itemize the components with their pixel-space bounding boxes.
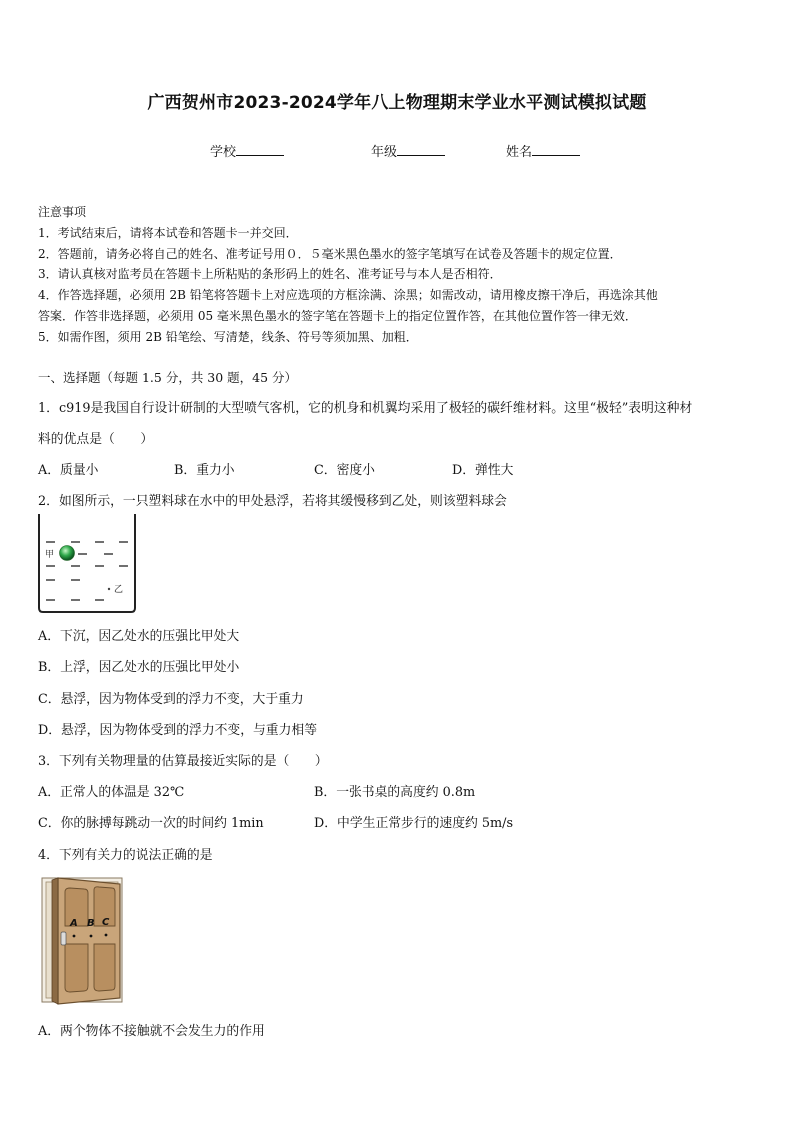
water-container-figure (36, 512, 140, 616)
q2-option-b: B．上浮，因乙处水的压强比甲处小 (38, 660, 240, 675)
q3-option-d: D．中学生正常步行的速度约 5m/s (314, 816, 514, 831)
q1-option-a: A．质量小 (38, 463, 99, 478)
plastic-ball (60, 546, 75, 561)
q3-option-a: A．正常人的体温是 32℃ (38, 785, 185, 800)
notice-item: 4．作答选择题，必须用 2B 铅笔将答题卡上对应选项的方框涂满、涂黑；如需改动，请用橡皮擦干净后，再选涂其他 (38, 288, 658, 302)
q1-option-b: B．重力小 (174, 463, 235, 478)
school-label: 学校 (210, 145, 237, 160)
grade-label: 年级 (371, 145, 398, 160)
notice-item: 1．考试结束后，请将本试卷和答题卡一并交回． (38, 226, 298, 240)
notice-item: 3．请认真核对监考员在答题卡上所粘贴的条形码上的姓名、准考证号与本人是否相符． (38, 267, 502, 281)
q3-option-b: B．一张书桌的高度约 0.8m (314, 785, 476, 800)
school-field (210, 141, 284, 160)
q4-option-a: A．两个物体不接触就不会发生力的作用 (38, 1024, 265, 1039)
notice-item: 2．答题前，请务必将自己的姓名、准考证号用０．５毫米黑色墨水的签字笔填写在试卷及答题卡的规定位置． (38, 247, 622, 261)
section-heading: 一、选择题（每题 1.5 分，共 30 题，45 分） (38, 370, 298, 385)
notice-heading: 注意事项 (38, 205, 87, 219)
point-yi (108, 588, 110, 590)
q2-option-d: D．悬浮，因为物体受到的浮力不变，与重力相等 (38, 723, 317, 738)
question-1-stem-cont: 料的优点是（ ） (38, 432, 154, 447)
school-blank (236, 142, 284, 156)
name-blank (532, 142, 580, 156)
door-label-c: C (102, 917, 110, 928)
q1-option-d: D．弹性大 (452, 463, 514, 478)
q1-option-c: C．密度小 (314, 463, 375, 478)
grade-field (371, 141, 445, 160)
grade-blank (397, 142, 445, 156)
question-3-stem: 3．下列有关物理量的估算最接近实际的是（ ） (38, 754, 328, 769)
name-field (506, 141, 580, 160)
q3-option-c: C．你的脉搏每跳动一次的时间约 1min (38, 816, 264, 831)
label-yi: 乙 (114, 585, 124, 595)
question-1-stem: 1．c919是我国自行设计研制的大型喷气客机，它的机身和机翼均采用了极轻的碳纤维材料。这里“极轻”表明这种材 (38, 401, 693, 416)
page-title: 广西贺州市2023-2024学年八上物理期末学业水平测试模拟试题 (147, 93, 647, 113)
door-handle (61, 932, 66, 945)
q2-option-c: C．悬浮，因为物体受到的浮力不变，大于重力 (38, 692, 304, 707)
door-label-b: B (87, 918, 95, 929)
name-label: 姓名 (506, 145, 533, 160)
question-4-stem: 4．下列有关力的说法正确的是 (38, 848, 213, 863)
door-label-a: A (70, 918, 78, 929)
question-2-stem: 2．如图所示，一只塑料球在水中的甲处悬浮，若将其缓慢移到乙处，则该塑料球会 (38, 494, 507, 509)
container-outline (39, 514, 135, 612)
q2-option-a: A．下沉，因乙处水的压强比甲处大 (38, 629, 240, 644)
notice-item: 5．如需作图，须用 2B 铅笔绘、写清楚，线条、符号等须加黑、加粗． (38, 330, 418, 344)
door-figure (40, 874, 126, 1006)
label-jia: 甲 (45, 550, 55, 560)
notice-item: 答案．作答非选择题，必须用 05 毫米黑色墨水的签字笔在答题卡上的指定位置作答，在其他位置作答一律无效． (38, 309, 637, 323)
